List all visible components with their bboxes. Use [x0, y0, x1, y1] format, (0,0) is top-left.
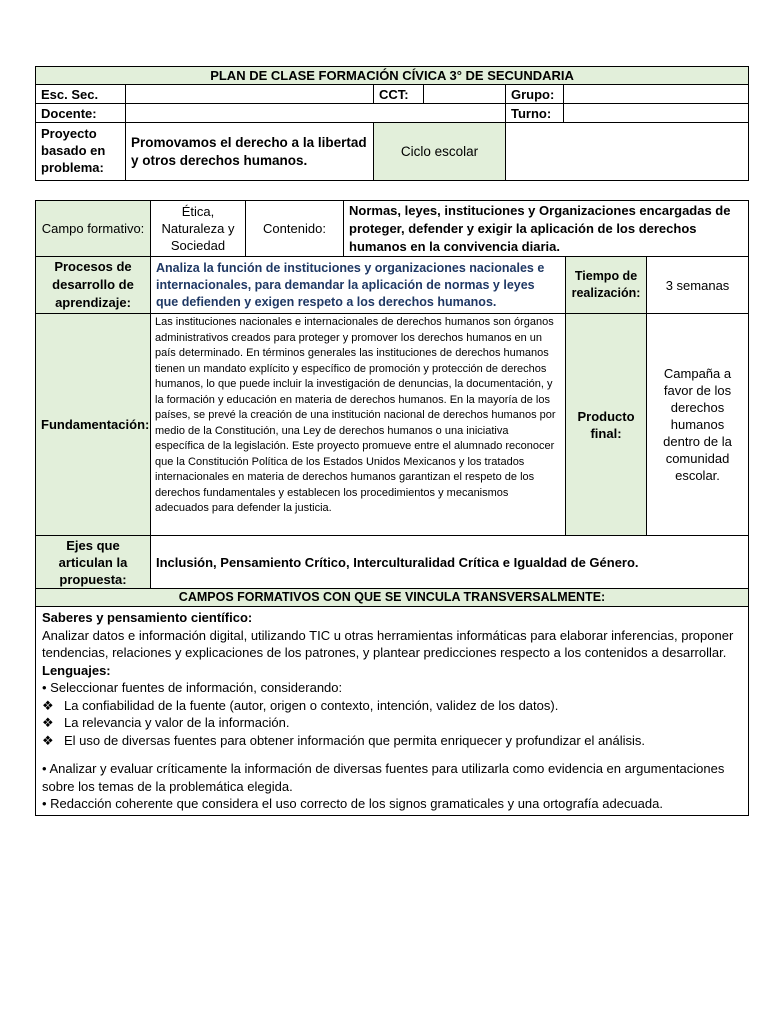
saberes-title: Saberes y pensamiento científico: [42, 610, 253, 625]
cct-field[interactable] [424, 85, 506, 104]
procesos-value: Analiza la función de instituciones y organizaciones nacionales e internacionales, para demandar la aplicación de normas y leyes que defienden y exigen respeto a los derechos humanos. [151, 257, 566, 314]
diamond-item-diversas-fuentes [42, 732, 742, 750]
campos-header: CAMPOS FORMATIVOS CON QUE SE VINCULA TRANSVERSALMENTE: [36, 589, 749, 607]
bullet-seleccionar: • Seleccionar fuentes de información, considerando: [42, 680, 343, 695]
diamond-text: El uso de diversas fuentes para obtener información que permita enriquecer y profundizar el análisis. [64, 732, 645, 748]
diamond-icon: ❖ [42, 697, 54, 713]
saberes-text: Analizar datos e información digital, utilizando TIC u otras herramientas informáticas para elaborar inferencias, proponer tendencias, relaciones y explicaciones de los patrones, y plantear predicciones respecto a los contenidos a desarrollar. [42, 627, 734, 660]
docente-field[interactable] [126, 104, 506, 123]
lenguajes-title: Lenguajes: [42, 662, 111, 678]
spacer [42, 749, 742, 760]
diamond-icon: ❖ [42, 732, 54, 748]
diamond-text: La confiabilidad de la fuente (autor, origen o contexto, intención, validez de los datos). [64, 697, 559, 713]
grupo-field[interactable] [564, 85, 749, 104]
producto-value: Campaña a favor de los derechos humanos dentro de la comunidad escolar. [647, 314, 749, 536]
contenido-value: Normas, leyes, instituciones y Organizaciones encargadas de proteger, defender y exigir la aplicación de los derechos humanos en la convivencia diaria. [344, 201, 749, 257]
tiempo-label: Tiempo de realización: [566, 257, 647, 314]
diamond-text: La relevancia y valor de la información. [64, 715, 290, 730]
ciclo-label: Ciclo escolar [374, 123, 506, 181]
proyecto-label: Proyecto basado en problema: [36, 123, 126, 181]
diamond-item-relevancia [42, 714, 742, 732]
turno-field[interactable] [564, 104, 749, 123]
plan-title: PLAN DE CLASE FORMACIÓN CÍVICA 3° DE SECUNDARIA [36, 67, 749, 85]
ejes-value: Inclusión, Pensamiento Crítico, Interculturalidad Crítica e Igualdad de Género. [151, 536, 749, 589]
ciclo-field[interactable] [506, 123, 749, 181]
esc-sec-label: Esc. Sec. [36, 85, 126, 104]
contenido-label: Contenido: [246, 201, 344, 257]
bullet-redaccion: • Redacción coherente que considera el uso correcto de los signos gramaticales y una ortografía adecuada. [42, 796, 663, 811]
esc-sec-field[interactable] [126, 85, 374, 104]
plan-table [35, 200, 749, 816]
diamond-item-confiabilidad [42, 697, 742, 715]
tiempo-value: 3 semanas [647, 257, 749, 314]
turno-label: Turno: [506, 104, 564, 123]
docente-label: Docente: [36, 104, 126, 123]
transversal-content [36, 607, 749, 816]
header-table [35, 66, 749, 181]
fundamentacion-label: Fundamentación: [36, 314, 151, 536]
diamond-icon: ❖ [42, 715, 54, 730]
procesos-label: Procesos de desarrollo de aprendizaje: [36, 257, 151, 314]
bullet-analizar: • Analizar y evaluar críticamente la información de diversas fuentes para utilizarla como evidencia en argumentaciones sobre los temas de la problemática elegida. [42, 761, 725, 794]
campo-value: Ética, Naturaleza y Sociedad [151, 201, 246, 257]
cct-label: CCT: [374, 85, 424, 104]
ejes-label: Ejes que articulan la propuesta: [36, 536, 151, 589]
campo-label: Campo formativo: [36, 201, 151, 257]
proyecto-value: Promovamos el derecho a la libertad y otros derechos humanos. [126, 123, 374, 181]
grupo-label: Grupo: [506, 85, 564, 104]
fundamentacion-text: Las instituciones nacionales e internacionales de derechos humanos son órganos administrativos creados para proteger y promover los derechos humanos en un país determinado. En términos generales las instituciones de derechos humanos tienen un mandato explícito y específico de promoción y protección de derechos humanos, lo que puede incluir la investigación de denuncias, la documentación, y la formación y educación en materia de derechos humanos. En la mayoría de los países, se prevé la creación de una institución nacional de derechos humanos por medio de la Constitución, una Ley de derechos humanos o una iniciativa específica de la legislación. Este proyecto promueve entre el alumnado reconocer que la Constitución Política de los Estados Unidos Mexicanos y los tratados internacionales en materia de derechos humanos garantizan el respeto de los derechos fundamentales y establecen los procedimientos y mecanismos adecuados para defender la justicia. [151, 314, 566, 536]
producto-label: Producto final: [566, 314, 647, 536]
